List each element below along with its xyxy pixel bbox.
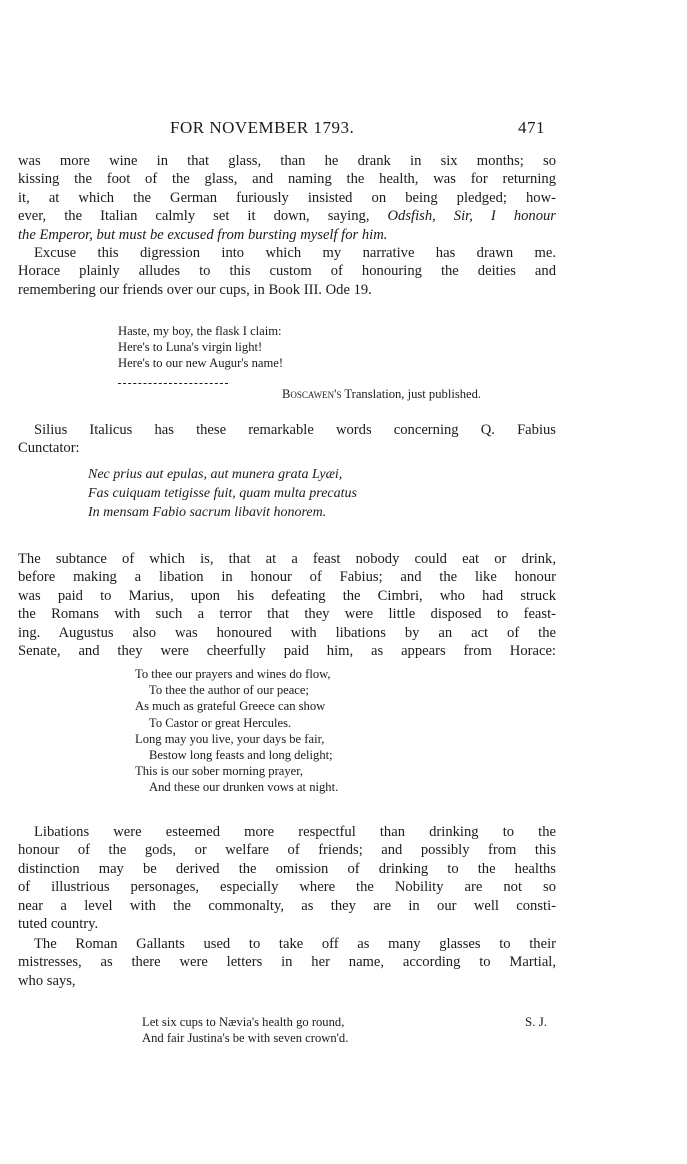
author-signature: S. J. (525, 1014, 548, 1029)
paragraph-silius: Silius Italicus has these remarkable words concerning Q. Fabius Cunctator: (18, 422, 556, 457)
paragraph-german-italian: was more wine in that glass, than he drank in six months; so kissing the foot of the glass, and naming the health, was for returning it, at which the German furiously insisted on being pledged; how- ever, the Italian calmly set it down, saying, Odsfish, Sir, I honour the Emperor, but must be excused from bursting myself for him. (18, 153, 556, 243)
verse-martial: Let six cups to Nævia's health go round, And fair Justina's be with seven crown'd. (142, 1015, 349, 1046)
running-title: FOR NOVEMBER 1793. (170, 118, 355, 137)
translation-attribution: Boscawen's Translation, just published. (282, 387, 482, 401)
page-number: 471 (518, 118, 545, 137)
paragraph-libation: The subtance of which is, that at a feast nobody could eat or drink, before making a libation in honour of Fabius; and the like honour was paid to Marius, upon his defeating the Cimbri, who had struck the Romans with such a terror that they were little disposed to feast- ing. Augustus also was honoured with libations by an act of the Senate, and they were cheerfully paid him, as appears from Horace: (18, 551, 556, 660)
latin-quotation: Nec prius aut epulas, aut munera grata Lyæi, Fas cuiquam tetigisse fuit, quam multa precatus In mensam Fabio sacrum libavit honorem. (88, 467, 357, 520)
paragraph-esteemed: Libations were esteemed more respectful than drinking to the honour of the gods, or welfare of friends; and possibly from this distinction may be derived the omission of drinking to the healths of illustrious personages, especially where the Nobility are not so near a level with the commonalty, as they are in our well consti- tuted country. (18, 824, 556, 933)
verse-horace-ode: Haste, my boy, the flask I claim: Here's to Luna's virgin light! Here's to our new Augur's name! (118, 324, 284, 371)
paragraph-roman-gallants: The Roman Gallants used to take off as many glasses to their mistresses, as there were letters in her name, according to Martial, who says, (18, 936, 556, 989)
verse-divider (118, 383, 228, 384)
paragraph-digression: Excuse this digression into which my narrative has drawn me. Horace plainly alludes to this custom of honouring the deities and remembering our friends over our cups, in Book III. Ode 19. (18, 245, 556, 298)
verse-augustus: To thee our prayers and wines do flow, To thee the author of our peace; As much as grateful Greece can show To Castor or great Hercules. Long may you live, your days be fair, Bestow long feasts and long delight; This is our sober morning prayer, And these our drunken vows at night. (135, 667, 339, 795)
